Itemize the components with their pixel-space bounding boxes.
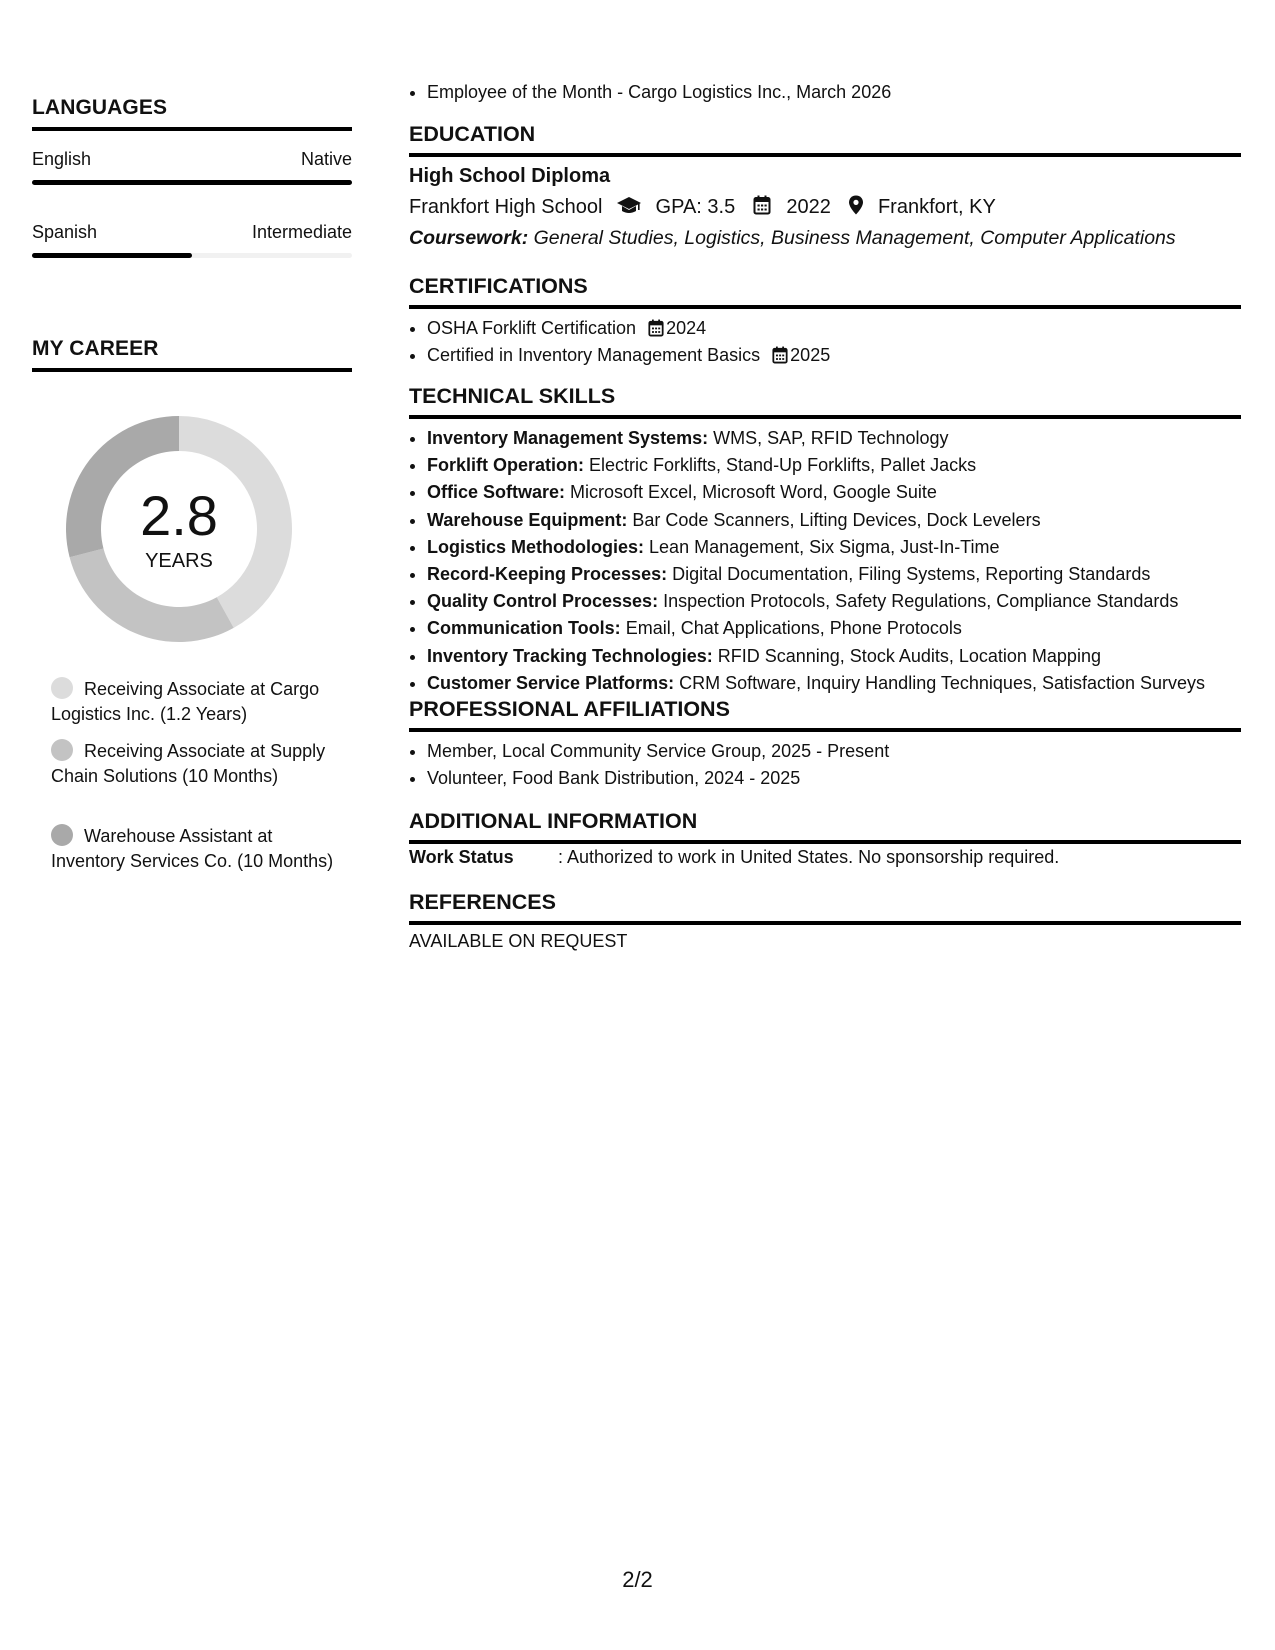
skill-value: Digital Documentation, Filing Systems, Reporting Standards — [672, 563, 1151, 584]
career-legend-text: Warehouse Assistant at Inventory Services Co. (10 Months) — [51, 826, 334, 871]
career-section — [32, 337, 352, 372]
calendar-icon — [753, 195, 771, 215]
work-status-label: Work Status — [409, 847, 514, 867]
language-name: Spanish — [32, 222, 98, 242]
languages-section — [32, 96, 352, 258]
skill-value: Lean Management, Six Sigma, Just-In-Time — [649, 536, 1000, 557]
career-legend-text: Receiving Associate at Cargo Logistics Inc. (1.2 Years) — [51, 679, 320, 724]
list-item — [427, 343, 830, 370]
skill-value: Bar Code Scanners, Lifting Devices, Dock Levelers — [632, 509, 1041, 530]
skill-label: Record-Keeping Processes: — [427, 563, 668, 584]
calendar-icon — [772, 346, 788, 364]
skill-label: Inventory Management Systems: — [427, 428, 709, 448]
certifications-heading: CERTIFICATIONS — [409, 274, 1241, 309]
affiliations-heading: PROFESSIONAL AFFILIATIONS — [409, 697, 1241, 732]
language-level: Intermediate — [251, 222, 352, 242]
coursework-list: General Studies, Logistics, Business Management, Computer Applications — [533, 227, 1176, 249]
skill-label: Inventory Tracking Technologies: — [427, 645, 713, 666]
certification-year: 2024 — [666, 318, 707, 338]
location-pin-icon — [848, 195, 864, 215]
work-status-row — [409, 847, 1059, 868]
list-item — [427, 535, 1205, 562]
list-item — [427, 671, 1205, 698]
school-name: Frankfort High School — [409, 196, 603, 218]
career-legend-text: Receiving Associate at Supply Chain Solutions (10 Months) — [51, 741, 326, 786]
certification-name: OSHA Forklift Certification — [427, 318, 637, 338]
career-donut-chart — [66, 416, 292, 642]
skill-value: Email, Chat Applications, Phone Protocols — [625, 618, 962, 639]
list-item: • Volunteer, Food Bank Distribution, 2024 - 2025 — [427, 766, 889, 793]
skill-label: Warehouse Equipment: — [427, 509, 628, 530]
calendar-icon — [648, 319, 664, 337]
language-name: English — [32, 149, 92, 169]
languages-heading: LANGUAGES — [32, 96, 352, 131]
career-legend-item — [51, 739, 341, 788]
coursework — [409, 227, 1176, 250]
legend-dot — [51, 824, 73, 846]
career-heading: MY CAREER — [32, 337, 352, 372]
skill-label: Communication Tools: — [427, 618, 621, 639]
list-item — [427, 480, 1205, 507]
graduation-year: 2022 — [786, 196, 831, 218]
language-item-english — [32, 149, 352, 185]
references-heading: REFERENCES — [409, 890, 1241, 925]
graduation-cap-icon — [616, 195, 642, 215]
language-proficiency-bar — [32, 253, 352, 258]
list-item: • Employee of the Month - Cargo Logistics Inc., March 2026 — [427, 80, 891, 107]
education-heading: EDUCATION — [409, 122, 1241, 157]
language-level: Native — [300, 149, 352, 169]
affiliations-list — [409, 739, 889, 793]
additional-info-heading: ADDITIONAL INFORMATION — [409, 809, 1241, 844]
skill-label: Forklift Operation: — [427, 455, 584, 476]
list-item — [427, 426, 1205, 453]
language-proficiency-bar — [32, 180, 352, 185]
legend-dot — [51, 739, 73, 761]
skill-label: Logistics Methodologies: — [427, 536, 645, 557]
list-item — [427, 644, 1205, 671]
skill-value: Inspection Protocols, Safety Regulations, Compliance Standards — [663, 591, 1179, 612]
skill-label: Quality Control Processes: — [427, 591, 659, 612]
list-item — [427, 316, 830, 343]
skill-value: Electric Forklifts, Stand-Up Forklifts, Pallet Jacks — [589, 455, 977, 476]
career-legend-item — [51, 824, 341, 873]
skill-value: Microsoft Excel, Microsoft Word, Google Suite — [570, 482, 937, 503]
certification-name: Certified in Inventory Management Basics — [427, 345, 761, 365]
legend-dot — [51, 677, 73, 699]
list-item — [427, 589, 1205, 616]
technical-skills-heading: TECHNICAL SKILLS — [409, 384, 1241, 419]
technical-skills-list — [409, 426, 1205, 698]
list-item — [427, 508, 1205, 535]
career-legend-item — [51, 677, 341, 726]
references-text: AVAILABLE ON REQUEST — [409, 931, 628, 951]
work-status-value: : Authorized to work in United States. No sponsorship required. — [558, 847, 1060, 867]
list-item — [427, 562, 1205, 589]
language-proficiency-fill — [32, 180, 352, 185]
skill-value: CRM Software, Inquiry Handling Techniques, Satisfaction Surveys — [679, 672, 1206, 693]
degree-title: High School Diploma — [409, 165, 611, 187]
certifications-list — [409, 316, 830, 370]
skill-label: Customer Service Platforms: — [427, 672, 675, 693]
education-details — [409, 195, 996, 219]
gpa: GPA: 3.5 — [655, 196, 736, 218]
career-total-years: 2.8 — [140, 484, 218, 547]
career-total-unit: YEARS — [145, 550, 213, 572]
language-proficiency-fill — [32, 253, 192, 258]
skill-value: RFID Scanning, Stock Audits, Location Mapping — [717, 645, 1101, 666]
skill-value: WMS, SAP, RFID Technology — [713, 428, 949, 448]
list-item — [427, 616, 1205, 643]
language-item-spanish — [32, 222, 352, 258]
list-item: • Member, Local Community Service Group, 2025 - Present — [427, 739, 889, 766]
career-total-label — [66, 416, 292, 642]
skill-label: Office Software: — [427, 482, 566, 503]
coursework-label: Coursework: — [409, 227, 529, 249]
page-number: 2/2 — [622, 1567, 653, 1592]
certification-year: 2025 — [790, 345, 831, 365]
school-location: Frankfort, KY — [877, 196, 996, 218]
list-item — [427, 453, 1205, 480]
awards-list — [409, 80, 891, 107]
